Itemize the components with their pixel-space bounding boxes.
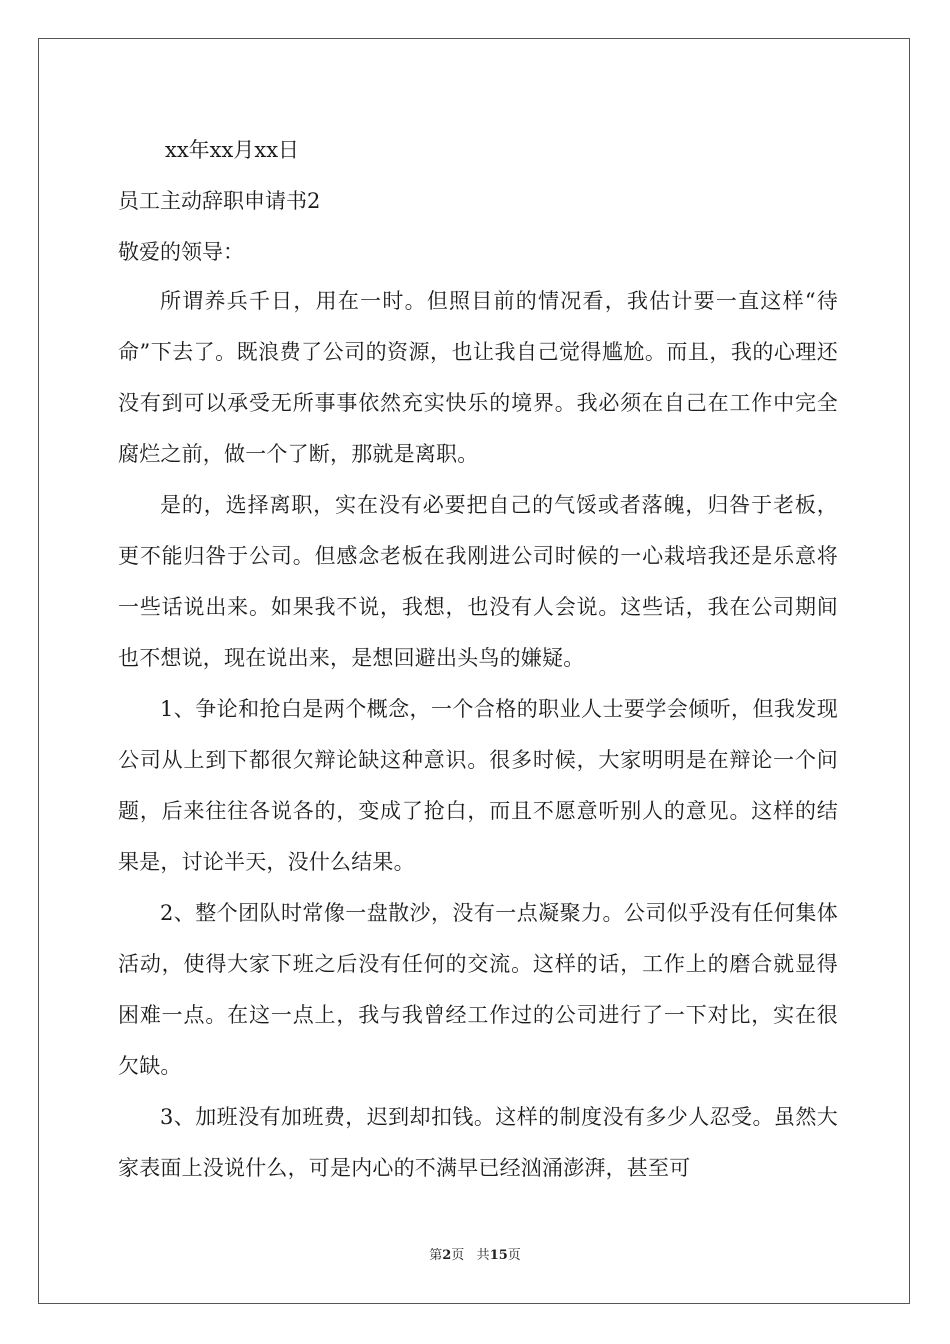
page-prefix: 第 (429, 1248, 443, 1263)
page-number: 2 (442, 1248, 452, 1263)
total-prefix: 共 (476, 1248, 490, 1263)
document-body (118, 276, 838, 1194)
paragraph-1: 所谓养兵千日，用在一时。但照目前的情况看，我估计要一直这样“待命”下去了。既浪费了公司的资源，也让我自己觉得尴尬。而且，我的心理还没有到可以承受无所事事依然充实快乐的境界。我必须在自己在工作中完全腐烂之前，做一个了断，那就是离职。 (118, 289, 838, 466)
page-footer (0, 1246, 950, 1266)
document-title: 员工主动辞职申请书2 (118, 189, 321, 213)
paragraph-3: 1、争论和抢白是两个概念，一个合格的职业人士要学会倾听，但我发现公司从上到下都很欠辩论缺这种意识。很多时候，大家明明是在辩论一个问题，后来往往各说各的，变成了抢白，而且不愿意听别人的意见。这样的结果是，讨论半天，没什么结果。 (118, 697, 838, 874)
total-suffix: 页 (507, 1248, 521, 1263)
paragraph-5: 3、加班没有加班费，迟到却扣钱。这样的制度没有多少人忍受。虽然大家表面上没说什么，可是内心的不满早已经汹涌澎湃，甚至可 (118, 1105, 838, 1180)
document-date: xx年xx月xx日 (165, 138, 300, 162)
total-pages: 15 (489, 1248, 508, 1263)
salutation: 敬爱的领导： (118, 240, 244, 264)
paragraph-4: 2、整个团队时常像一盘散沙，没有一点凝聚力。公司似乎没有任何集体活动，使得大家下班之后没有任何的交流。这样的话，工作上的磨合就显得困难一点。在这一点上，我与我曾经工作过的公司进行了一下对比，实在很欠缺。 (118, 901, 838, 1078)
page-suffix: 页 (451, 1248, 465, 1263)
paragraph-2: 是的，选择离职，实在没有必要把自己的气馁或者落魄，归咎于老板，更不能归咎于公司。但感念老板在我刚进公司时候的一心栽培我还是乐意将一些话说出来。如果我不说，我想，也没有人会说。这些话，我在公司期间也不想说，现在说出来，是想回避出头鸟的嫌疑。 (118, 493, 838, 670)
